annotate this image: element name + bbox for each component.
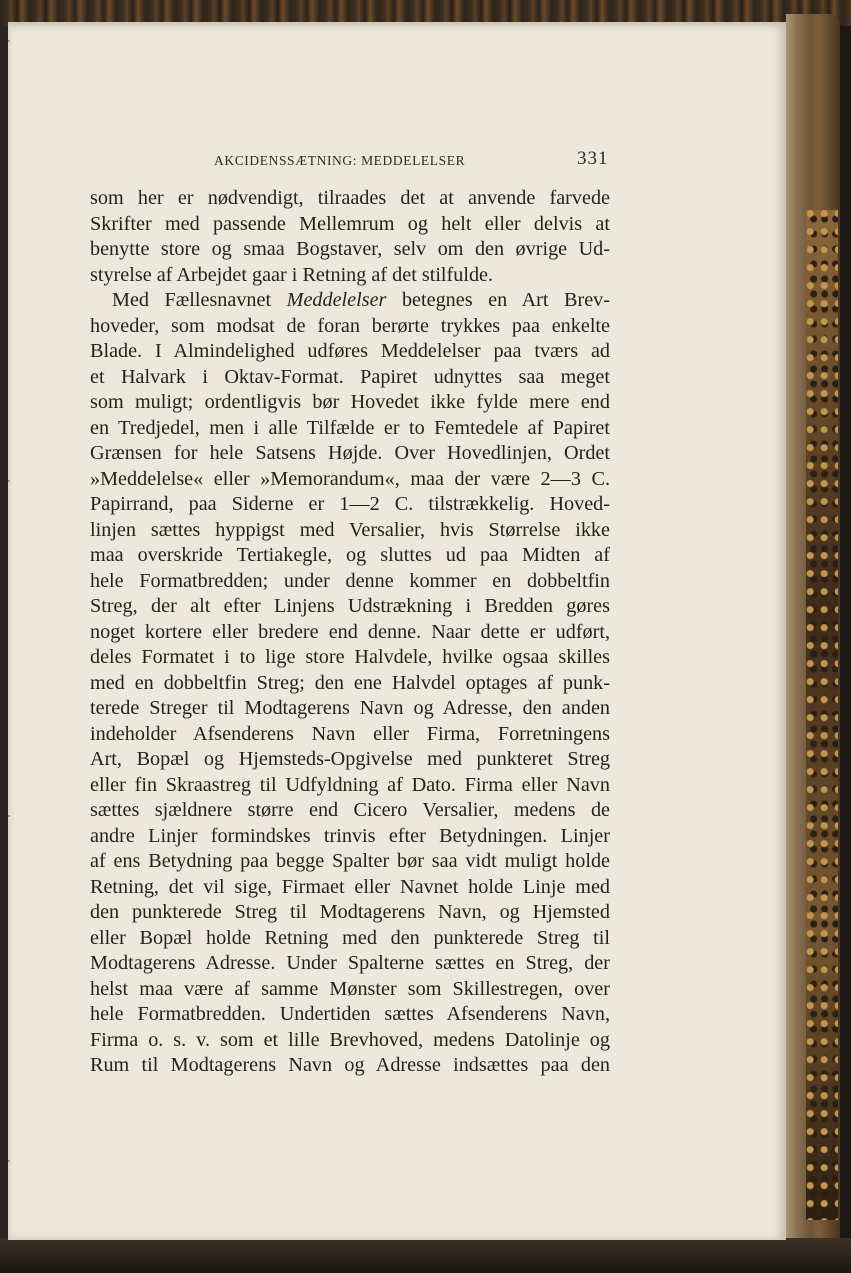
text-line: Art, Bopæl og Hjemsteds-Opgivelse med punkteret Streg	[90, 748, 610, 770]
text-line: deles Formatet i to lige store Halvdele, hvilke ogsaa skilles	[90, 646, 610, 668]
text-line: Firma o. s. v. som et lille Brevhoved, medens Datolinje og	[90, 1028, 610, 1051]
text-line: sættes sjældnere større end Cicero Versalier, medens de	[90, 799, 610, 821]
text-line: maa overskride Tertiakegle, og sluttes ud paa Midten af	[90, 544, 610, 566]
text-line: styrelse af Arbejdet gaar i Retning af det stilfulde.	[90, 263, 494, 286]
text-line: den punkterede Streg til Modtagerens Navn, og Hjemsted	[90, 901, 610, 923]
text-line: en Tredjedel, men i alle Tilfælde er to Femtedele af Papiret	[90, 416, 610, 439]
text-line: Blade. I Almindelighed udføres Meddelelser paa tværs ad	[90, 340, 610, 362]
text-line: Streg, der alt efter Linjens Udstrækning i Bredden gøres	[90, 595, 610, 617]
text-line: Skrifter med passende Mellemrum og helt eller delvis at	[90, 212, 610, 235]
text-line: benytte store og smaa Bogstaver, selv om den øvrige Ud-	[90, 238, 610, 260]
text-line: Grænsen for hele Satsens Højde. Over Hovedlinjen, Ordet	[90, 442, 610, 464]
text-run: betegnes en Art Brev-	[386, 289, 610, 311]
page-number: 331	[577, 148, 609, 169]
running-title: AKCIDENSSÆTNING: MEDDELELSER	[214, 153, 466, 168]
text-line: noget kortere eller bredere end denne. Naar dette er udført,	[90, 620, 610, 643]
text-line: et Halvark i Oktav-Format. Papiret udnyttes saa meget	[90, 365, 610, 388]
text-line: »Meddelelse« eller »Memorandum«, maa der være 2—3 C.	[90, 467, 610, 490]
margin-speck	[8, 815, 10, 817]
text-line: Modtagerens Adresse. Under Spalterne sættes en Streg, der	[90, 952, 610, 974]
margin-speck	[8, 480, 10, 482]
margin-speck	[8, 1160, 10, 1162]
text-line: helst maa være af samme Mønster som Skillestregen, over	[90, 977, 610, 1000]
text-line: som her er nødvendigt, tilraades det at anvende farvede	[90, 187, 610, 209]
text-run: Med Fællesnavnet	[112, 289, 287, 311]
text-line: linjen sættes hyppigst med Versalier, hvis Størrelse ikke	[90, 518, 610, 541]
text-line: eller Bopæl holde Retning med den punkterede Streg til	[90, 926, 610, 949]
text-line: som muligt; ordentligvis bør Hovedet ikke fylde mere end	[90, 391, 610, 413]
text-line: terede Streger til Modtagerens Navn og Adresse, den anden	[90, 697, 610, 719]
paragraph-1	[90, 186, 610, 288]
text-line: med en dobbeltfin Streg; den ene Halvdel optages af punk-	[90, 671, 610, 694]
marbled-cover-edge	[806, 210, 838, 1220]
text-line: andre Linjer formindskes trinvis efter Betydningen. Linjer	[90, 824, 610, 847]
text-line: hele Formatbredden; under denne kommer en dobbeltfin	[90, 569, 610, 592]
running-head	[90, 150, 610, 174]
italic-term: Meddelelser	[286, 289, 387, 311]
body-text	[90, 186, 610, 1079]
text-line: hoveder, som modsat de foran berørte trykkes paa enkelte	[90, 314, 610, 337]
text-line: hele Formatbredden. Undertiden sættes Afsenderens Navn,	[90, 1003, 610, 1025]
text-line: Papirrand, paa Siderne er 1—2 C. tilstrækkelig. Hoved-	[90, 493, 610, 515]
text-line: af ens Betydning paa begge Spalter bør saa vidt muligt holde	[90, 850, 610, 872]
text-line: Rum til Modtagerens Navn og Adresse indsættes paa den	[90, 1054, 610, 1076]
text-line: indeholder Afsenderens Navn eller Firma, Forretningens	[90, 722, 610, 745]
book-bottom-edge	[0, 1238, 851, 1273]
text-line: Retning, det vil sige, Firmaet eller Navnet holde Linje med	[90, 875, 610, 898]
paragraph-2	[90, 288, 610, 1079]
text-line	[90, 288, 610, 314]
text-line: eller fin Skraastreg til Udfyldning af Dato. Firma eller Navn	[90, 773, 610, 796]
margin-speck	[8, 40, 10, 42]
